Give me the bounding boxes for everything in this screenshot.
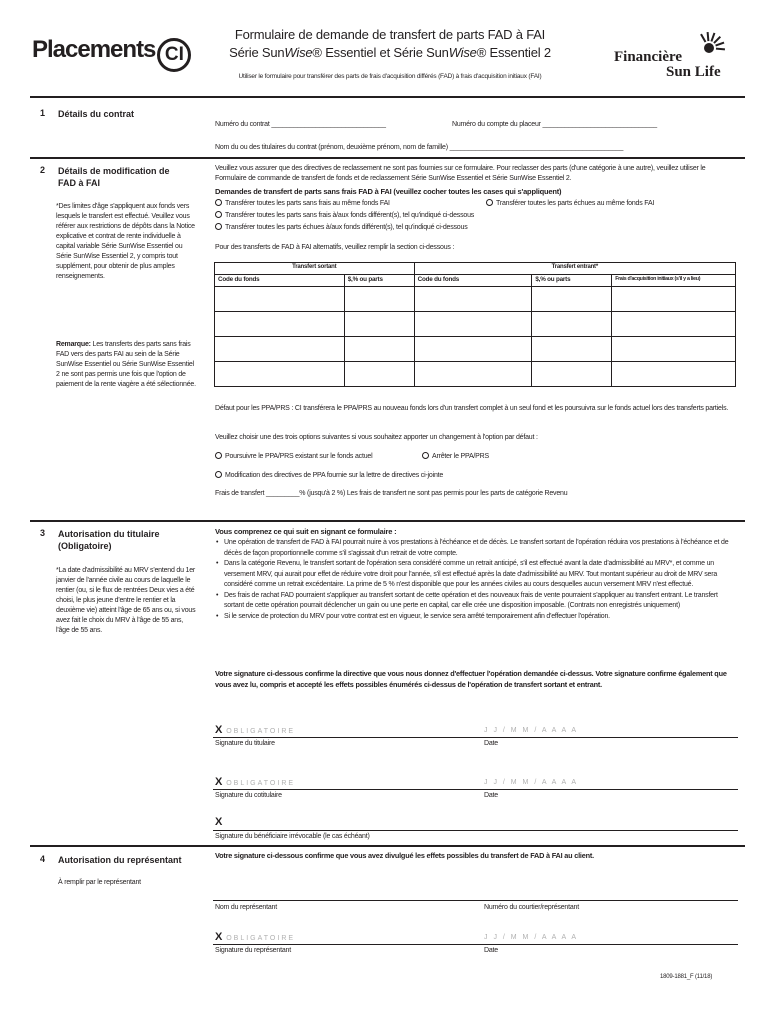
section-4-number: 4 (40, 854, 46, 864)
representative-date-label: Date (484, 947, 498, 954)
radio-icon[interactable] (215, 471, 222, 478)
header-divider (30, 96, 745, 98)
logo-placements-ci (32, 36, 191, 72)
radio-icon[interactable] (215, 211, 222, 218)
representative-confirmation: Votre signature ci-dessous confirme que vous avez divulgué les effets possibles du transfert de FAD à FAI au client. (215, 851, 594, 860)
understanding-intro: Vous comprenez ce qui suit en signant ce formulaire : (215, 527, 397, 536)
section-3-divider (30, 845, 745, 847)
section-1-divider (30, 157, 745, 159)
broker-number-field[interactable]: Numéro du courtier/représentant (484, 904, 579, 911)
contract-holders-field[interactable]: Nom du ou des titulaires du contrat (prénom, deuxième prénom, nom de famille) _______________________________________________ (215, 144, 624, 151)
signature-line (213, 737, 738, 738)
coholder-date-field[interactable]: J J / M M / A A A A (484, 779, 579, 786)
remark-note: Remarque: Les transferts des parts sans frais FAD vers des parts FAI au sein de la Série SunWise Essentiel ou Série SunWise Essentiel 2 ne sont pas permis une fois que l'option de paiement de la rente viagère a été sélectionnée. (56, 341, 196, 388)
representative-signature-field[interactable]: X OBLIGATOIRE (215, 931, 296, 943)
transfer-in-header: Transfert entrant* (414, 263, 735, 275)
brand-financiere: Financière (614, 49, 683, 65)
form-subtitle: Utiliser le formulaire pour transférer des parts de frais d'acquisition différés (FAD) à frais d'acquisition initiaux (FAI) (238, 73, 542, 80)
reclassification-intro: Veuillez vous assurer que des directives de reclassement ne sont pas fournies sur ce formulaire. Pour reclasser des parts (d'une catégorie à une autre), veuillez utiliser le Formulaire de commande de transfert de fonds et de reclassement Série SunWise Essentiel et Série SunWise Essentiel 2. (215, 165, 706, 182)
list-item: • Dans la catégorie Revenu, le transfert sortant de l'opération sera considéré comme un retrait anticipé, s'il est effectué avant la date d'admissibilité au MRV*, et comme un versement MRV, qui aurait pour effet de réduire votre droit pour l'année, s'il est effectué après la date d'admissibilité au MRV. Tout montant supérieur au droit de MRV sera considéré comme un retrait excédentaire. La prime de 5 % n'est disponible que pour les années civiles au cours desquelles aucun versement MRV n'est effectué. (215, 559, 735, 591)
radio-icon[interactable] (215, 223, 222, 230)
transfer-out-header: Transfert sortant (215, 263, 415, 275)
title-line-1: Formulaire de demande de transfert de parts FAD à FAI (234, 27, 546, 42)
free-units-heading: Demandes de transfert de parts sans frais FAD à FAI (veuillez cocher toutes les cases qui s'appliquent) (215, 187, 562, 196)
option-free-diff-funds[interactable]: Transférer toutes les parts sans frais à/aux fonds différent(s), tel qu'indiqué ci-dessous (215, 211, 474, 221)
section-2-number: 2 (40, 165, 46, 175)
list-item: • Une opération de transfert de FAD à FAI pourrait nuire à vos prestations à l'échéance et de décès. Le transfert sortant de l'opération réduira vos prestations à l'échéance et de décès de façon proportionnelle comme s'il s'agissait d'un retrait de votre compte. (215, 538, 735, 559)
col-fund-code-in: Code du fonds (414, 275, 532, 287)
form-code: 1809-1881_F (11/18) (660, 974, 713, 980)
sun-icon (692, 30, 726, 56)
holder-date-label: Date (484, 740, 498, 747)
ppa-option-continue[interactable]: Poursuivre le PPA/PRS existant sur le fonds actuel (215, 452, 372, 462)
coholder-signature-label: Signature du cotitulaire (215, 792, 282, 799)
radio-icon[interactable] (215, 452, 222, 459)
beneficiary-signature-field[interactable]: X (215, 816, 223, 828)
option-matured-same-fund[interactable]: Transférer toutes les parts échues au même fonds FAI (486, 199, 654, 209)
holder-date-field[interactable]: J J / M M / A A A A (484, 727, 579, 734)
section-1-number: 1 (40, 108, 46, 118)
logo-text: Placements (32, 36, 156, 63)
alternative-transfer-note: Pour des transferts de FAD à FAI alternatifs, veuillez remplir la section ci-dessous : (215, 244, 455, 251)
representative-note: À remplir par le représentant (58, 879, 141, 886)
transfer-table (214, 262, 736, 387)
name-line (213, 900, 738, 901)
table-row[interactable] (215, 287, 736, 312)
col-amount-in: $,% ou parts (532, 275, 612, 287)
beneficiary-signature-label: Signature du bénéficiaire irrévocable (le cas échéant) (215, 833, 370, 840)
section-3-title: Autorisation du titulaire (Obligatoire) (58, 529, 160, 551)
signature-line (213, 789, 738, 790)
col-fund-code-out: Code du fonds (215, 275, 345, 287)
section-4-title: Autorisation du représentant (58, 855, 182, 865)
mrv-date-note: *La date d'admissibilité au MRV s'entend du 1er janvier de l'année civile au cours de laquelle le rentier (ou, si le flux de rentrées Deux vies a été choisi, le plus jeune d'entre le rentier et la deuxième vie) atteint l'âge de 65 ans ou, si vous avez fait le choix du MRV à l'âge de 55 ans, l'âge de 55 ans. (56, 567, 196, 634)
radio-icon[interactable] (422, 452, 429, 459)
effects-list (215, 538, 735, 622)
section-2-title: Détails de modification de FAD à FAI (58, 166, 170, 188)
ppa-option-stop[interactable]: Arrêter le PPA/PRS (422, 452, 489, 462)
title-line-2: Série SunWise® Essentiel et Série SunWise® Essentiel 2 (229, 45, 551, 60)
table-row[interactable] (215, 337, 736, 362)
col-front-end-fees: Frais d'acquisition initiaux (s'il y a lieu) (612, 275, 736, 287)
section-2-divider (30, 520, 745, 522)
coholder-date-label: Date (484, 792, 498, 799)
coholder-signature-field[interactable]: X OBLIGATOIRE (215, 776, 296, 788)
signature-line (213, 830, 738, 831)
advisor-account-field[interactable]: Numéro du compte du placeur _______________________________ (452, 121, 657, 128)
list-item: • Si le service de protection du MRV pour votre contrat est en vigueur, le service sera arrêté temporairement afin d'effectuer l'opération. (215, 612, 735, 623)
holder-confirmation: Votre signature ci-dessous confirme la directive que vous nous donnez d'effectuer l'opération demandée ci-dessus. Votre signature confirme également que vous avez lu, compris et accepté les effets possibles énumérés ci-dessus de l'opération de transfert sortant et entrant. (215, 669, 727, 689)
table-row[interactable] (215, 362, 736, 387)
holder-signature-field[interactable]: X OBLIGATOIRE (215, 724, 296, 736)
ppa-default-note: Défaut pour les PPA/PRS : CI transférera le PPA/PRS au nouveau fonds lors d'un transfert complet à un seul fond et les poursuivra sur le fonds actuel lors des transferts partiels. (215, 405, 729, 412)
ci-logo-mark: CI (157, 38, 191, 72)
holder-signature-label: Signature du titulaire (215, 740, 275, 747)
section-1-title: Détails du contrat (58, 109, 135, 119)
representative-name-field[interactable]: Nom du représentant (215, 904, 277, 911)
radio-icon[interactable] (215, 199, 222, 206)
ppa-option-modify[interactable]: Modification des directives de PPA fournie sur la lettre de directives ci-jointe (215, 471, 443, 481)
representative-date-field[interactable]: J J / M M / A A A A (484, 934, 579, 941)
table-row[interactable] (215, 312, 736, 337)
form-title (180, 26, 600, 62)
transfer-fees-field[interactable]: Frais de transfert _________% (jusqu'à 2 %) Les frais de transfert ne sont pas permis pour les parts de catégorie Revenu (215, 490, 568, 497)
contract-number-field[interactable]: Numéro du contrat _______________________________ (215, 121, 386, 128)
representative-signature-label: Signature du représentant (215, 947, 291, 954)
col-amount-out: $,% ou parts (344, 275, 414, 287)
option-matured-diff-funds[interactable]: Transférer toutes les parts échues à/aux fonds différent(s), tel qu'indiqué ci-dessous (215, 223, 468, 233)
option-free-same-fund[interactable]: Transférer toutes les parts sans frais au même fonds FAI (215, 199, 390, 209)
radio-icon[interactable] (486, 199, 493, 206)
list-item: • Des frais de rachat FAD pourraient s'appliquer au transfert sortant de cette opération et des nouveaux frais de vente pourraient s'appliquer au transfert entrant. Le transfert sortant de cette opération pourrait déclencher un gain ou une perte en capital, car elle crée une disposition imposable. (Contrats non enregistrés uniquement) (215, 591, 735, 612)
signature-line (213, 944, 738, 945)
section-3-number: 3 (40, 528, 46, 538)
brand-sun-life: Sun Life (666, 64, 721, 80)
ppa-choose-note: Veuillez choisir une des trois options suivantes si vous souhaitez apporter un changement à l'option par défaut : (215, 434, 538, 441)
age-limits-note: *Des limites d'âge s'appliquent aux fonds vers lesquels le transfert est effectué. Veuillez vous référer aux restrictions de dépôts dans la Notice explicative et contrat de rente individuelle à capital variable Série SunWise Essentiel ou Série SunWise Essentiel 2, y compris tout supplément, pour obtenir de plus amples renseignements. (56, 203, 195, 280)
